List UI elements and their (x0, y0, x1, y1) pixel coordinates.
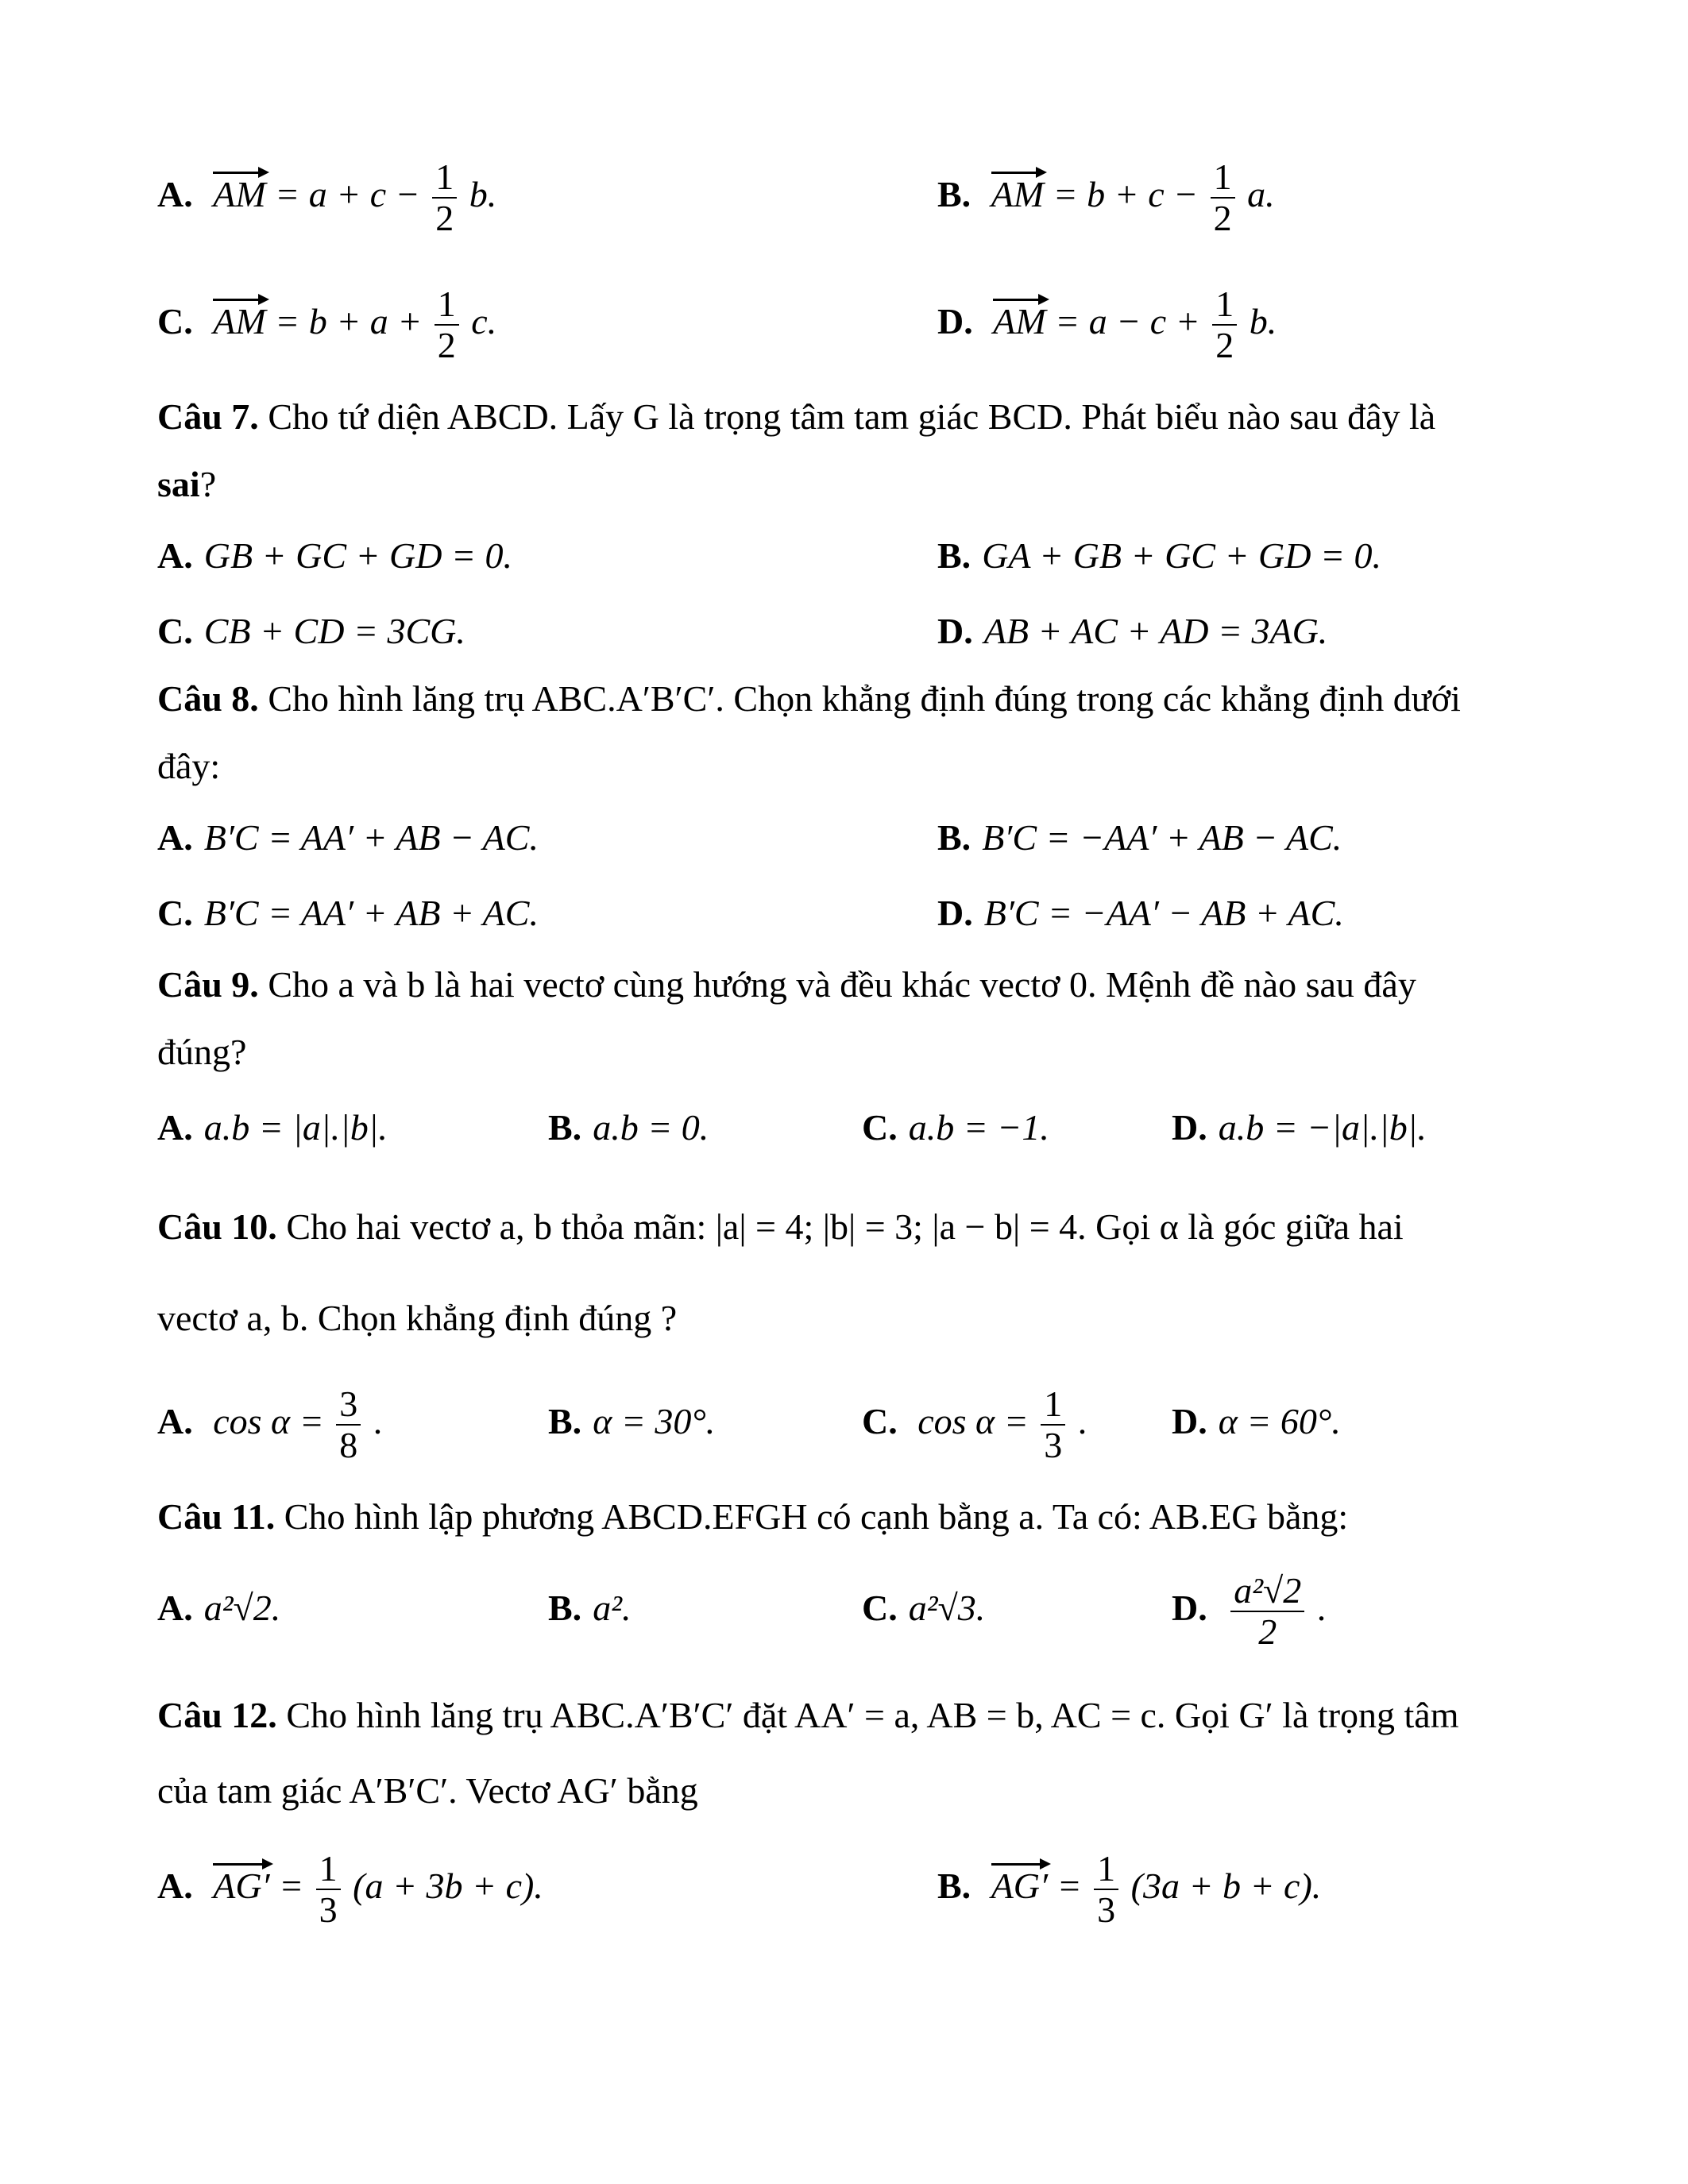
q6-option-b[interactable]: B. AM = b + c − $\frac{1}{2}$ a. (937, 156, 1275, 239)
q11-option-a[interactable]: A. a²√2. (157, 1588, 281, 1628)
q6-option-c[interactable]: C. AM = b + a + $\frac{1}{2}$ c. (157, 284, 497, 366)
q7-stem-line1: Câu 7. Cho tứ diện ABCD. Lấy G là trọng tâm tam giác BCD. Phát biểu nào sau đây là (157, 396, 1436, 437)
q9-option-c[interactable]: C. a.b = −1. (862, 1107, 1049, 1148)
q11-option-d[interactable]: D. $\frac{\text{a²√2}}{2}$ . (1172, 1570, 1327, 1653)
q10-stem-line2: vectơ a, b. Chọn khẳng định đúng ? (157, 1298, 678, 1338)
fraction: $\frac{\text{a²√2}}{2}$ (1230, 1571, 1304, 1652)
q12-option-a[interactable]: A. AG′ = $\frac{1}{3}$ (a + 3b + c). (157, 1848, 543, 1931)
fraction: $\frac{1}{2}$ (435, 284, 459, 365)
q7-stem-line2: sai? (157, 464, 217, 504)
q12-option-b[interactable]: B. AG′ = $\frac{1}{3}$ (3a + b + c). (937, 1848, 1322, 1931)
fraction: $\frac{1}{3}$ (316, 1849, 341, 1930)
q10-stem-line1: Câu 10. Cho hai vectơ a, b thỏa mãn: |a| = 4; |b| = 3; |a − b| = 4. Gọi α là góc giữa hai (157, 1206, 1404, 1247)
q8-stem-line1: Câu 8. Cho hình lăng trụ ABC.A′B′C′. Chọn khẳng định đúng trong các khẳng định dưới (157, 678, 1461, 719)
q9-option-b[interactable]: B. a.b = 0. (548, 1107, 709, 1148)
q6-option-a[interactable]: A. AM = a + c − $\frac{1}{2}$ b. (157, 156, 497, 239)
q9-option-d[interactable]: D. a.b = −|a|.|b|. (1172, 1107, 1427, 1148)
q8-option-b[interactable]: B. B′C = −AA′ + AB − AC. (937, 817, 1342, 858)
q8-option-a[interactable]: A. B′C = AA′ + AB − AC. (157, 817, 539, 858)
q9-stem-line1: Câu 9. Cho a và b là hai vectơ cùng hướng và đều khác vectơ 0. Mệnh đề nào sau đây (157, 964, 1416, 1005)
q11-option-c[interactable]: C. a²√3. (862, 1588, 986, 1628)
fraction: $\frac{1}{2}$ (1212, 284, 1237, 365)
q7-option-d[interactable]: D. AB + AC + AD = 3AG. (937, 611, 1328, 651)
q9-stem-line2: đúng? (157, 1032, 247, 1072)
fraction: $\frac{1}{3}$ (1041, 1384, 1065, 1465)
fraction: $\frac{1}{3}$ (1094, 1849, 1118, 1930)
q10-option-a[interactable]: A. cos α = $\frac{3}{8}$ . (157, 1383, 383, 1466)
fraction: $\frac{3}{8}$ (336, 1384, 361, 1465)
fraction: $\frac{1}{2}$ (1211, 157, 1235, 238)
q12-stem-line1: Câu 12. Cho hình lăng trụ ABC.A′B′C′ đặt AA′ = a, AB = b, AC = c. Gọi G′ là trọng tâm (157, 1695, 1459, 1735)
q8-option-d[interactable]: D. B′C = −AA′ − AB + AC. (937, 893, 1344, 933)
q10-option-d[interactable]: D. α = 60°. (1172, 1401, 1341, 1441)
fraction: $\frac{1}{2}$ (432, 157, 457, 238)
q8-option-c[interactable]: C. B′C = AA′ + AB + AC. (157, 893, 539, 933)
q7-option-c[interactable]: C. CB + CD = 3CG. (157, 611, 465, 651)
q11-stem-line1: Câu 11. Cho hình lập phương ABCD.EFGH có cạnh bằng a. Ta có: AB.EG bằng: (157, 1496, 1349, 1537)
q6-option-d[interactable]: D. AM = a − c + $\frac{1}{2}$ b. (937, 284, 1277, 366)
q10-option-b[interactable]: B. α = 30°. (548, 1401, 716, 1441)
q10-option-c[interactable]: C. cos α = $\frac{1}{3}$ . (862, 1383, 1087, 1466)
q11-option-b[interactable]: B. a². (548, 1588, 632, 1628)
q8-stem-line2: đây: (157, 746, 221, 786)
q12-stem-line2: của tam giác A′B′C′. Vectơ AG′ bằng (157, 1770, 698, 1811)
q7-option-b[interactable]: B. GA + GB + GC + GD = 0. (937, 535, 1381, 576)
q7-option-a[interactable]: A. GB + GC + GD = 0. (157, 535, 513, 576)
q9-option-a[interactable]: A. a.b = |a|.|b|. (157, 1107, 388, 1148)
